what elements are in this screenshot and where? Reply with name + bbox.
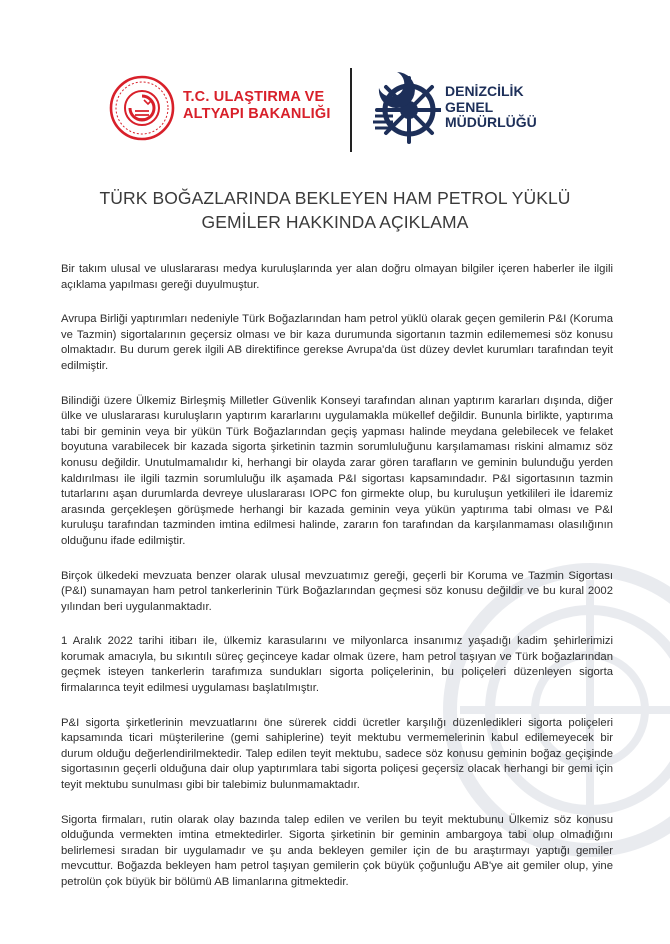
title-line2: GEMİLER HAKKINDA AÇIKLAMA [201,212,469,232]
directorate-name-line1: DENİZCİLİK [445,83,524,99]
ministry-name-line2: ALTYAPI BAKANLIĞI [183,106,331,122]
paragraph-2: Avrupa Birliği yaptırımları nedeniyle Türk Boğazlarından ham petrol yüklü olarak geçen gemilerin P&I (Koruma ve Tazmin) sigortalarının geçersiz olması ve bir kaza durumunda sigortanın tazmin edilememesi söz konusu olmaktadır. Bu durum gerek ilgili AB direktifince gerekse Avrupa'da üst düzey devlet kurumları tarafından teyit edilmiştir. [61,313,613,372]
letterhead [0,62,670,158]
document-body [61,262,613,910]
paragraph-7: Sigorta firmaları, rutin olarak olay bazında talep edilen ve verilen bu teyit mektubunu Ülkemiz söz konusu olduğunda vermekten imtina etmektedirler. Sigorta şirketinin bir geminin ambargoya tabi olup olmadığını belirlemesi sıradan bir uygulamadır ve şu anda bekleyen gemiler için de bu araştırmayı yaptığı gemiler mevcuttur. Boğazda bekleyen ham petrol taşıyan gemilerin çok büyük çoğunluğu AB'ye ait gemiler olup, yine petrolün çok büyük bir bölümü AB limanlarına gitmektedir. [61,813,613,888]
directorate-name-line3: MÜDÜRLÜĞÜ [445,114,537,130]
ministry-name [183,89,331,123]
header-divider [350,68,352,152]
directorate-name [445,84,537,131]
directorate-name-line2: GENEL [445,98,494,115]
ship-wheel-emblem-icon [371,70,441,144]
paragraph-4: Birçok ülkedeki mevzuata benzer olarak ulusal mevzuatımız gereği, geçerli bir Koruma ve Tazmin Sigortası (P&I) sunamayan ham petrol tankerlerinin Türk Boğazlarından geçmesi söz konusu değildir ve bu kural 2002 yılından beri uygulanmaktadır. [61,569,613,613]
paragraph-5: 1 Aralık 2022 tarihi itibarı ile, ülkemiz karasularını ve milyonlarca insanımız yaşadığı kadim şehirlerimizi korumak amacıyla, bu sıkıntılı süreç geçinceye kadar olmak üzere, ham petrol taşıyan ve Türk boğazlarından geçmek isteyen tankerlerin tarafımıza sundukları sigorta poliçelerinin, bu poliçeleri düzenleyen sigorta firmalarınca teyit edilmesi uygulaması başlatılmıştır. [61,635,613,695]
paragraph-3: Bilindiği üzere Ülkemiz Birleşmiş Milletler Güvenlik Konseyi tarafından alınan yaptırım kararları dışında, diğer ülke ve uluslararası kuruluşların yaptırım kararlarını uygulamakla mükellef değildir. Bununla birlikte, yaptırıma tabi bir geminin veya bir yükün Türk Boğazlarından geçiş yapması halinde meydana gelebilecek ve felaket boyutuna varabilecek bir kazada sigorta şirketinin tazmin sorumluluğunu karşılamaması riskini almamız söz konusu değildir. Unutulmamalıdır ki, herhangi bir olayda zarar gören tarafların ve geminin bulunduğu yerden kaldırılması ile ilgili tazmin sorumluluğu ilk aşamada P&I sigortası kapsamındadır. P&I sigortasının tazmin tutarlarını aşan durumlarda devreye uluslararası IOPC fon girmekte olup, bu kuruluşun yetkilileri ile İdaremiz arasında gerçekleşen görüşmede herhangi bir kazada geminin veya yükün yaptırıma tabi olması ve P&I kuruluşu tarafından tazminden imtina edilmesi halinde, zararın fon tarafından da karşılanmaması olasılığının olduğunu ifade edilmiştir. [61,394,613,547]
ministry-emblem-icon [108,74,176,142]
title-line1: TÜRK BOĞAZLARINDA BEKLEYEN HAM PETROL YÜKLÜ [99,188,571,208]
document-title [40,186,630,234]
ministry-name-line1: T.C. ULAŞTIRMA VE [183,89,325,105]
paragraph-6: P&I sigorta şirketlerinin mevzuatlarını öne sürerek ciddi ücretler karşılığı düzenledikleri sigorta poliçeleri kapsamında ticari müşterilerine (gemi sahiplerine) teyit mektubu vermemelerinin kabul edilemeyecek bir durum olduğu değerlendirilmektedir. Talep edilen teyit mektubu, sadece söz konusu geminin boğaz geçişinde sigortasının geçerli olduğuna dair olup yaptırımlara tabi sigorta poliçesi geçersiz olacak herhangi bir gemi için teyit mektubu sunulması gibi bir talebimiz bulunmamaktadır. [61,716,613,792]
paragraph-1: Bir takım ulusal ve uluslararası medya kuruluşlarında yer alan doğru olmayan bilgiler içeren haberler ile ilgili açıklama yapılması gereği duyulmuştur. [61,263,613,291]
